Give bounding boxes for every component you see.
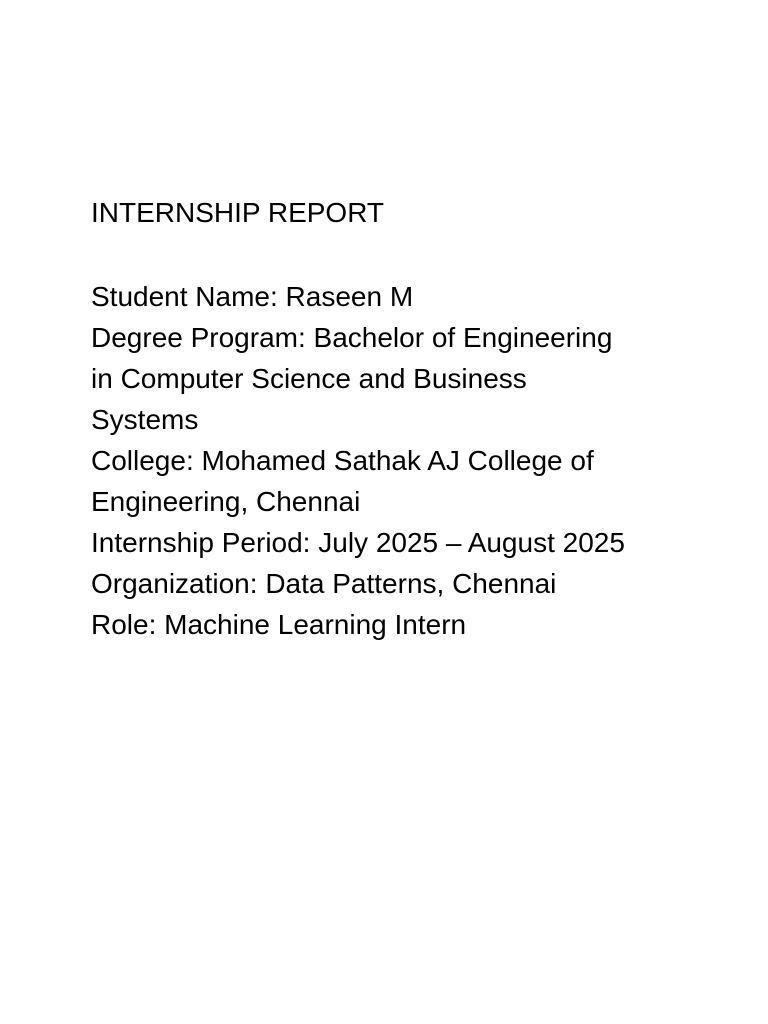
degree-program-line-2: in Computer Science and Business [91,363,527,394]
degree-program-line: Degree Program: Bachelor of Engineering [91,322,613,353]
student-name-line: Student Name: Raseen M [91,281,414,312]
internship-period-line: Internship Period: July 2025 – August 2025 [91,527,625,558]
role-line: Role: Machine Learning Intern [91,609,467,640]
report-content [91,192,711,645]
report-title: INTERNSHIP REPORT [91,197,385,228]
college-line: College: Mohamed Sathak AJ College of [91,445,594,476]
college-line-2: Engineering, Chennai [91,486,361,517]
organization-line: Organization: Data Patterns, Chennai [91,568,557,599]
degree-program-line-3: Systems [91,404,199,435]
title-spacer [91,233,711,276]
